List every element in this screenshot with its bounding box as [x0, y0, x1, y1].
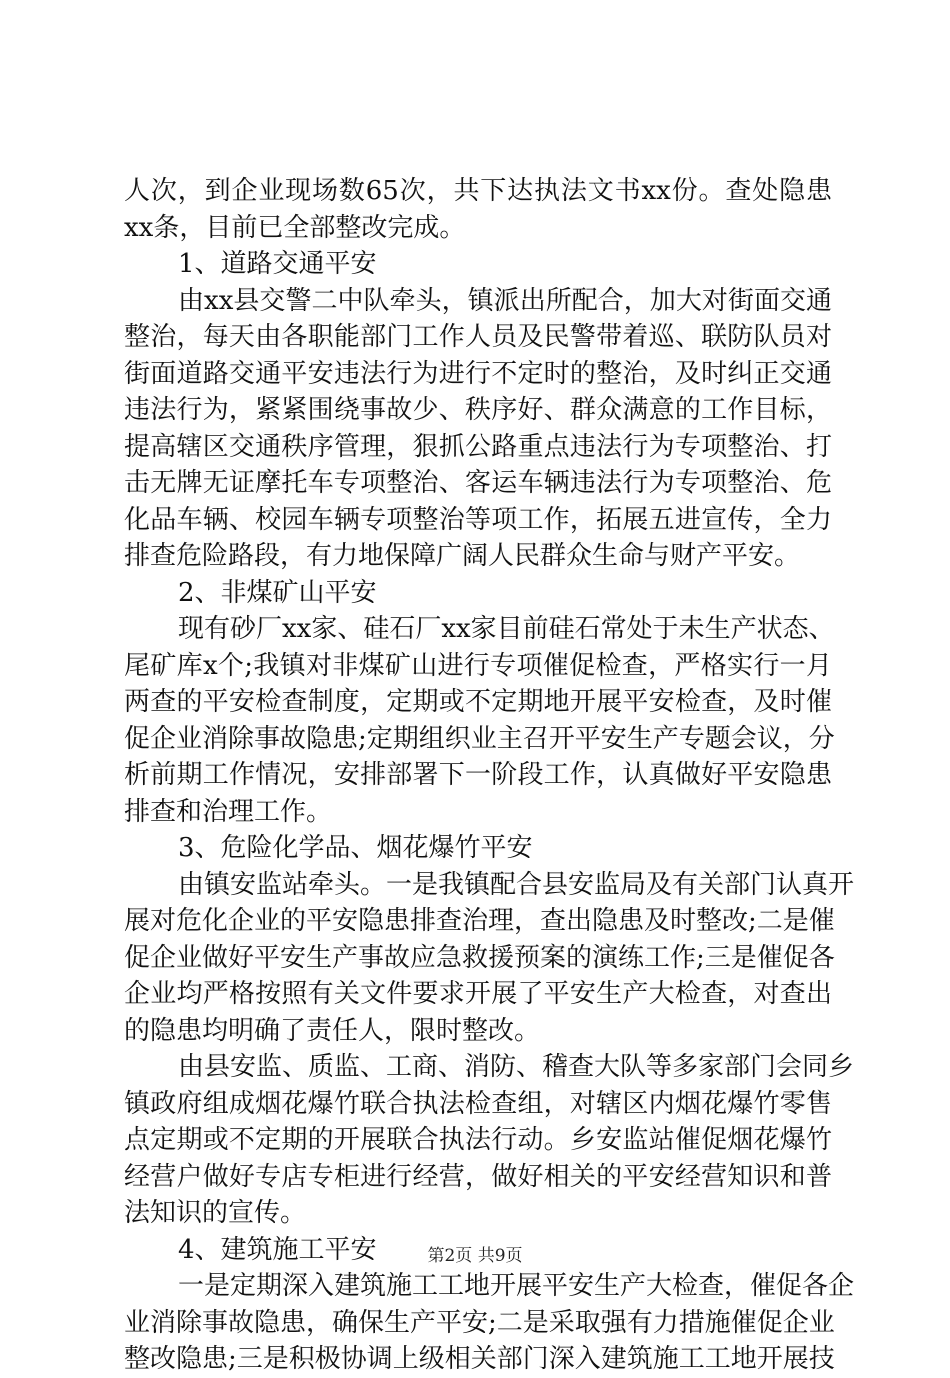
text-line: 企业均严格按照有关文件要求开展了平安生产大检查，对查出 — [124, 979, 832, 1009]
text-line: 提高辖区交通秩序管理，狠抓公路重点违法行为专项整治、打 — [124, 431, 832, 462]
text-line: 一是定期深入建筑施工工地开展平安生产大检查，催促各企 — [178, 1271, 855, 1301]
section-heading: 4、建筑施工平安 — [178, 1234, 377, 1265]
text-line: 违法行为，紧紧围绕事故少、秩序好、群众满意的工作目标， — [124, 395, 832, 425]
text-line: 经营户做好专店专柜进行经营，做好相关的平安经营知识和普 — [124, 1161, 832, 1192]
text-line: 整治，每天由各职能部门工作人员及民警带着巡、联防队员对 — [124, 322, 832, 352]
text-line: 两查的平安检查制度，定期或不定期地开展平安检查，及时催 — [124, 687, 832, 717]
text-line: 析前期工作情况，安排部署下一阶段工作，认真做好平安隐患 — [124, 760, 832, 790]
section-heading: 2、非煤矿山平安 — [178, 577, 377, 608]
page-footer — [0, 1241, 950, 1266]
text-line: 促企业做好平安生产事故应急救援预案的演练工作;三是催促各 — [124, 942, 835, 973]
text-line: 化品车辆、校园车辆专项整治等项工作，拓展五进宣传，全力 — [124, 504, 832, 535]
text-line: 整改隐患;三是积极协调上级相关部门深入建筑施工工地开展技 — [124, 1344, 835, 1374]
text-line: 业消除事故隐患，确保生产平安;二是采取强有力措施催促企业 — [124, 1307, 835, 1338]
section-heading: 3、危险化学品、烟花爆竹平安 — [178, 833, 533, 863]
text-line: 人次，到企业现场数65次，共下达执法文书xx份。查处隐患 — [124, 176, 832, 206]
document-body — [124, 173, 855, 1378]
text-line: 街面道路交通平安违法行为进行不定时的整治，及时纠正交通 — [124, 358, 832, 389]
text-line: 尾矿库x个;我镇对非煤矿山进行专项催促检查，严格实行一月 — [124, 650, 832, 681]
text-line: 由镇安监站牵头。一是我镇配合县安监局及有关部门认真开 — [178, 869, 855, 900]
text-line: xx条，目前已全部整改完成。 — [124, 212, 466, 243]
text-line: 现有砂厂xx家、硅石厂xx家目前硅石常处于未生产状态、 — [178, 614, 835, 644]
text-line: 击无牌无证摩托车专项整治、客运车辆违法行为专项整治、危 — [124, 468, 832, 498]
text-line: 的隐患均明确了责任人，限时整改。 — [124, 1015, 541, 1046]
text-line: 点定期或不定期的开展联合执法行动。乡安监站催促烟花爆竹 — [124, 1125, 832, 1155]
text-line: 排查和治理工作。 — [124, 796, 333, 827]
page-number-label: 第2页 共9页 — [427, 1246, 523, 1266]
text-line: 促企业消除事故隐患;定期组织业主召开平安生产专题会议，分 — [124, 723, 835, 754]
text-line: 法知识的宣传。 — [124, 1198, 307, 1228]
text-line: 展对危化企业的平安隐患排查治理，查出隐患及时整改;二是催 — [124, 906, 835, 936]
text-line: 排查危险路段，有力地保障广阔人民群众生命与财产平安。 — [124, 541, 801, 571]
section-heading: 1、道路交通平安 — [178, 249, 377, 279]
text-line: 镇政府组成烟花爆竹联合执法检查组，对辖区内烟花爆竹零售 — [124, 1088, 832, 1119]
text-line: 由县安监、质监、工商、消防、稽查大队等多家部门会同乡 — [178, 1052, 855, 1082]
text-line: 由xx县交警二中队牵头，镇派出所配合，加大对街面交通 — [178, 285, 832, 316]
